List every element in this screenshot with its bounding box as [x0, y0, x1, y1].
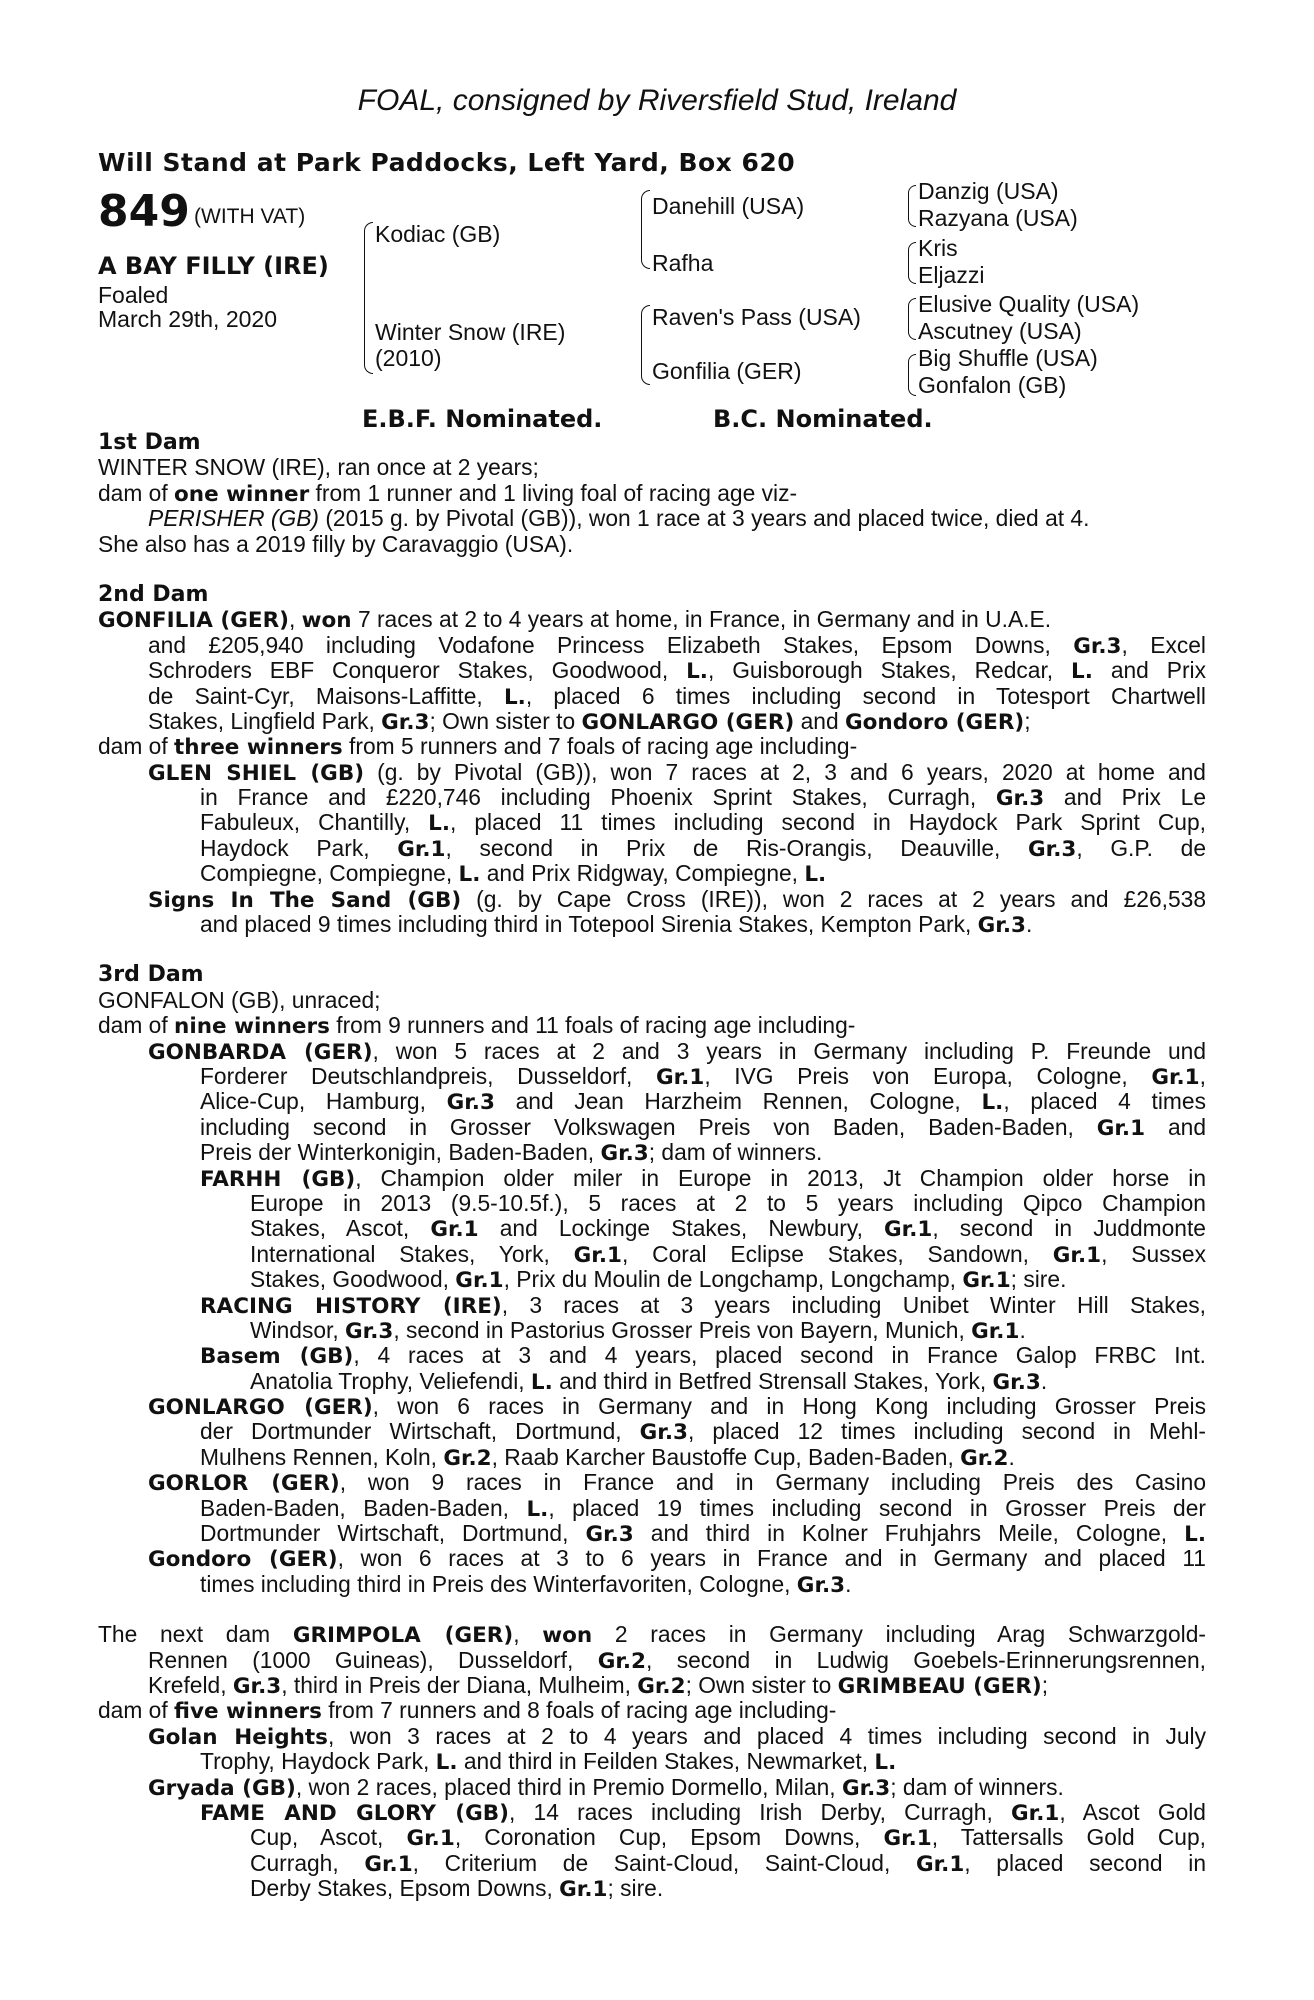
- text-line: FAME AND GLORY (GB), 14 races including Irish Derby, Curragh, Gr.1, Ascot Gold: [200, 1798, 1206, 1826]
- text-line: Gondoro (GER), won 6 races at 3 to 6 years in France and in Germany and placed 11: [148, 1545, 1206, 1573]
- pedigree-g1: Danzig (USA): [918, 178, 1059, 204]
- ebf-nomination: E.B.F. Nominated.: [362, 405, 603, 433]
- lot-number: 849: [98, 186, 190, 237]
- text-line: Fabuleux, Chantilly, L., placed 11 times including second in Haydock Park Sprint Cup,: [200, 809, 1206, 837]
- pedigree-bracket: [908, 242, 916, 284]
- text-line: Cup, Ascot, Gr.1, Coronation Cup, Epsom Downs, Gr.1, Tattersalls Gold Cup,: [250, 1824, 1206, 1852]
- third-dam-heading: 3rd Dam: [98, 962, 204, 988]
- text-line: Alice-Cup, Hamburg, Gr.3 and Jean Harzheim Rennen, Cologne, L., placed 4 times: [200, 1088, 1206, 1116]
- dam-dam: Gonfilia (GER): [652, 358, 802, 384]
- pedigree-g5: Elusive Quality (USA): [918, 291, 1140, 317]
- text-line: Europe in 2013 (9.5-10.5f.), 5 races at 2 to 5 years including Qipco Champion: [250, 1189, 1206, 1216]
- text-line: Mulhens Rennen, Koln, Gr.2, Raab Karcher Baustoffe Cup, Baden-Baden, Gr.2.: [200, 1443, 1015, 1471]
- stand-location: Will Stand at Park Paddocks, Left Yard, Box 620: [98, 148, 796, 177]
- text-line: Curragh, Gr.1, Criterium de Saint-Cloud, Saint-Cloud, Gr.1, placed second in: [250, 1849, 1206, 1877]
- sire-sire: Danehill (USA): [652, 193, 805, 219]
- pedigree-g6: Ascutney (USA): [918, 318, 1082, 344]
- pedigree-bracket: [641, 305, 650, 385]
- foaled-label: Foaled: [98, 282, 169, 308]
- text-line: International Stakes, York, Gr.1, Coral Eclipse Stakes, Sandown, Gr.1, Sussex: [250, 1240, 1207, 1268]
- text-line: Basem (GB), 4 races at 3 and 4 years, placed second in France Galop FRBC Int.: [200, 1342, 1206, 1370]
- dam-year: (2010): [375, 345, 442, 371]
- pedigree-g2: Razyana (USA): [918, 205, 1078, 231]
- text-line: Stakes, Goodwood, Gr.1, Prix du Moulin de Longchamp, Longchamp, Gr.1; sire.: [250, 1266, 1067, 1294]
- text-line: Schroders EBF Conqueror Stakes, Goodwood, L., Guisborough Stakes, Redcar, L. and Prix: [148, 657, 1207, 685]
- text-line: Signs In The Sand (GB) (g. by Cape Cross (IRE)), won 2 races at 2 years and £26,538: [148, 885, 1206, 913]
- first-dam-heading: 1st Dam: [98, 430, 201, 455]
- text-line: Haydock Park, Gr.1, second in Prix de Ris-Orangis, Deauville, Gr.3, G.P. de: [200, 834, 1206, 862]
- text-line: Trophy, Haydock Park, L. and third in Feilden Stakes, Newmarket, L.: [200, 1748, 897, 1776]
- text-line: Derby Stakes, Epsom Downs, Gr.1; sire.: [250, 1875, 664, 1903]
- text-line: Windsor, Gr.3, second in Pastorius Grosser Preis von Bayern, Munich, Gr.1.: [250, 1316, 1026, 1344]
- text-line: times including third in Preis des Winterfavoriten, Cologne, Gr.3.: [200, 1570, 852, 1598]
- text-line: and £205,940 including Vodafone Princess Elizabeth Stakes, Epsom Downs, Gr.3, Excel: [148, 631, 1206, 659]
- text-line: and placed 9 times including third in Totepool Sirenia Stakes, Kempton Park, Gr.3.: [200, 911, 1033, 939]
- text-line: dam of three winners from 5 runners and 7 foals of racing age including-: [98, 733, 858, 761]
- pedigree-g3: Kris: [918, 235, 958, 261]
- text-line: GORLOR (GER), won 9 races in France and in Germany including Preis des Casino: [148, 1469, 1206, 1497]
- catalogue-body: [98, 430, 1206, 1901]
- text-line: GONBARDA (GER), won 5 races at 2 and 3 years in Germany including P. Freunde und: [148, 1037, 1206, 1065]
- pedigree-g4: Eljazzi: [918, 262, 985, 288]
- text-line: Golan Heights, won 3 races at 2 to 4 years and placed 4 times including second in July: [148, 1722, 1206, 1750]
- text-line: Stakes, Ascot, Gr.1 and Lockinge Stakes, Newbury, Gr.1, second in Juddmonte: [250, 1215, 1206, 1243]
- pedigree-bracket: [364, 222, 373, 374]
- lot-description: A BAY FILLY (IRE): [98, 252, 329, 280]
- text-line: PERISHER (GB) (2015 g. by Pivotal (GB)), won 1 race at 3 years and placed twice, died at 4.: [148, 505, 1090, 532]
- text-line: Forderer Deutschlandpreis, Dusseldorf, Gr.1, IVG Preis von Europa, Cologne, Gr.1,: [200, 1062, 1206, 1090]
- pedigree-bracket: [641, 190, 650, 269]
- text-line: including second in Grosser Volkswagen Preis von Baden, Baden-Baden, Gr.1 and: [200, 1113, 1206, 1141]
- text-line: The next dam GRIMPOLA (GER), won 2 races in Germany including Arag Schwarzgold-: [98, 1621, 1207, 1649]
- text-line: Baden-Baden, Baden-Baden, L., placed 19 times including second in Grosser Preis der: [200, 1494, 1206, 1522]
- text-line: in France and £220,746 including Phoenix Sprint Stakes, Curragh, Gr.3 and Prix Le: [200, 784, 1206, 812]
- text-line: dam of one winner from 1 runner and 1 living foal of racing age viz-: [98, 479, 798, 507]
- pedigree-g8: Gonfalon (GB): [918, 372, 1067, 398]
- dam-sire: Raven's Pass (USA): [652, 304, 861, 330]
- text-line: Preis der Winterkonigin, Baden-Baden, Gr.3; dam of winners.: [200, 1139, 823, 1167]
- text-line: Dortmunder Wirtschaft, Dortmund, Gr.3 and third in Kolner Fruhjahrs Meile, Cologne, L.: [200, 1520, 1207, 1548]
- consignor-line: FOAL, consigned by Riversfield Stud, Ireland: [357, 84, 957, 117]
- text-line: WINTER SNOW (IRE), ran once at 2 years;: [98, 454, 539, 481]
- pedigree-bracket: [908, 185, 916, 227]
- text-line: dam of nine winners from 9 runners and 11 foals of racing age including-: [98, 1012, 856, 1040]
- text-line: Compiegne, Compiegne, L. and Prix Ridgway, Compiegne, L.: [200, 860, 827, 888]
- pedigree-bracket: [908, 354, 916, 396]
- text-line: GONFALON (GB), unraced;: [98, 986, 381, 1013]
- text-line: Gryada (GB), won 2 races, placed third in Premio Dormello, Milan, Gr.3; dam of winners.: [148, 1773, 1064, 1801]
- dam-name: Winter Snow (IRE): [375, 319, 566, 345]
- pedigree-bracket: [908, 298, 916, 340]
- text-line: Rennen (1000 Guineas), Dusseldorf, Gr.2, second in Ludwig Goebels-Erinnerungsrennen,: [148, 1646, 1206, 1674]
- text-line: FARHH (GB), Champion older miler in Europe in 2013, Jt Champion older horse in: [200, 1164, 1206, 1192]
- second-dam-heading: 2nd Dam: [98, 581, 209, 607]
- text-line: GLEN SHIEL (GB) (g. by Pivotal (GB)), won 7 races at 2, 3 and 6 years, 2020 at home and: [148, 758, 1206, 786]
- text-line: She also has a 2019 filly by Caravaggio (USA).: [98, 530, 574, 557]
- text-line: de Saint-Cyr, Maisons-Laffitte, L., placed 6 times including second in Totesport Chartwell: [148, 682, 1206, 710]
- vat-note: (WITH VAT): [194, 205, 306, 228]
- text-line: Krefeld, Gr.3, third in Preis der Diana, Mulheim, Gr.2; Own sister to GRIMBEAU (GER);: [148, 1671, 1049, 1699]
- foaled-date: March 29th, 2020: [98, 306, 278, 332]
- text-line: GONLARGO (GER), won 6 races in Germany and in Hong Kong including Grosser Preis: [148, 1393, 1207, 1421]
- text-line: Stakes, Lingfield Park, Gr.3; Own sister to GONLARGO (GER) and Gondoro (GER);: [148, 707, 1031, 735]
- sire-name: Kodiac (GB): [375, 221, 501, 247]
- sire-dam: Rafha: [652, 250, 714, 276]
- text-line: der Dortmunder Wirtschaft, Dortmund, Gr.3, placed 12 times including second in Mehl-: [200, 1418, 1206, 1446]
- text-line: Anatolia Trophy, Veliefendi, L. and third in Betfred Strensall Stakes, York, Gr.3.: [250, 1367, 1048, 1395]
- bc-nomination: B.C. Nominated.: [713, 405, 933, 433]
- text-line: dam of five winners from 7 runners and 8 foals of racing age including-: [98, 1697, 837, 1725]
- text-line: GONFILIA (GER), won 7 races at 2 to 4 years at home, in France, in Germany and in U.A.E.: [98, 606, 1052, 634]
- pedigree-g7: Big Shuffle (USA): [918, 345, 1098, 371]
- text-line: RACING HISTORY (IRE), 3 races at 3 years including Unibet Winter Hill Stakes,: [200, 1291, 1206, 1319]
